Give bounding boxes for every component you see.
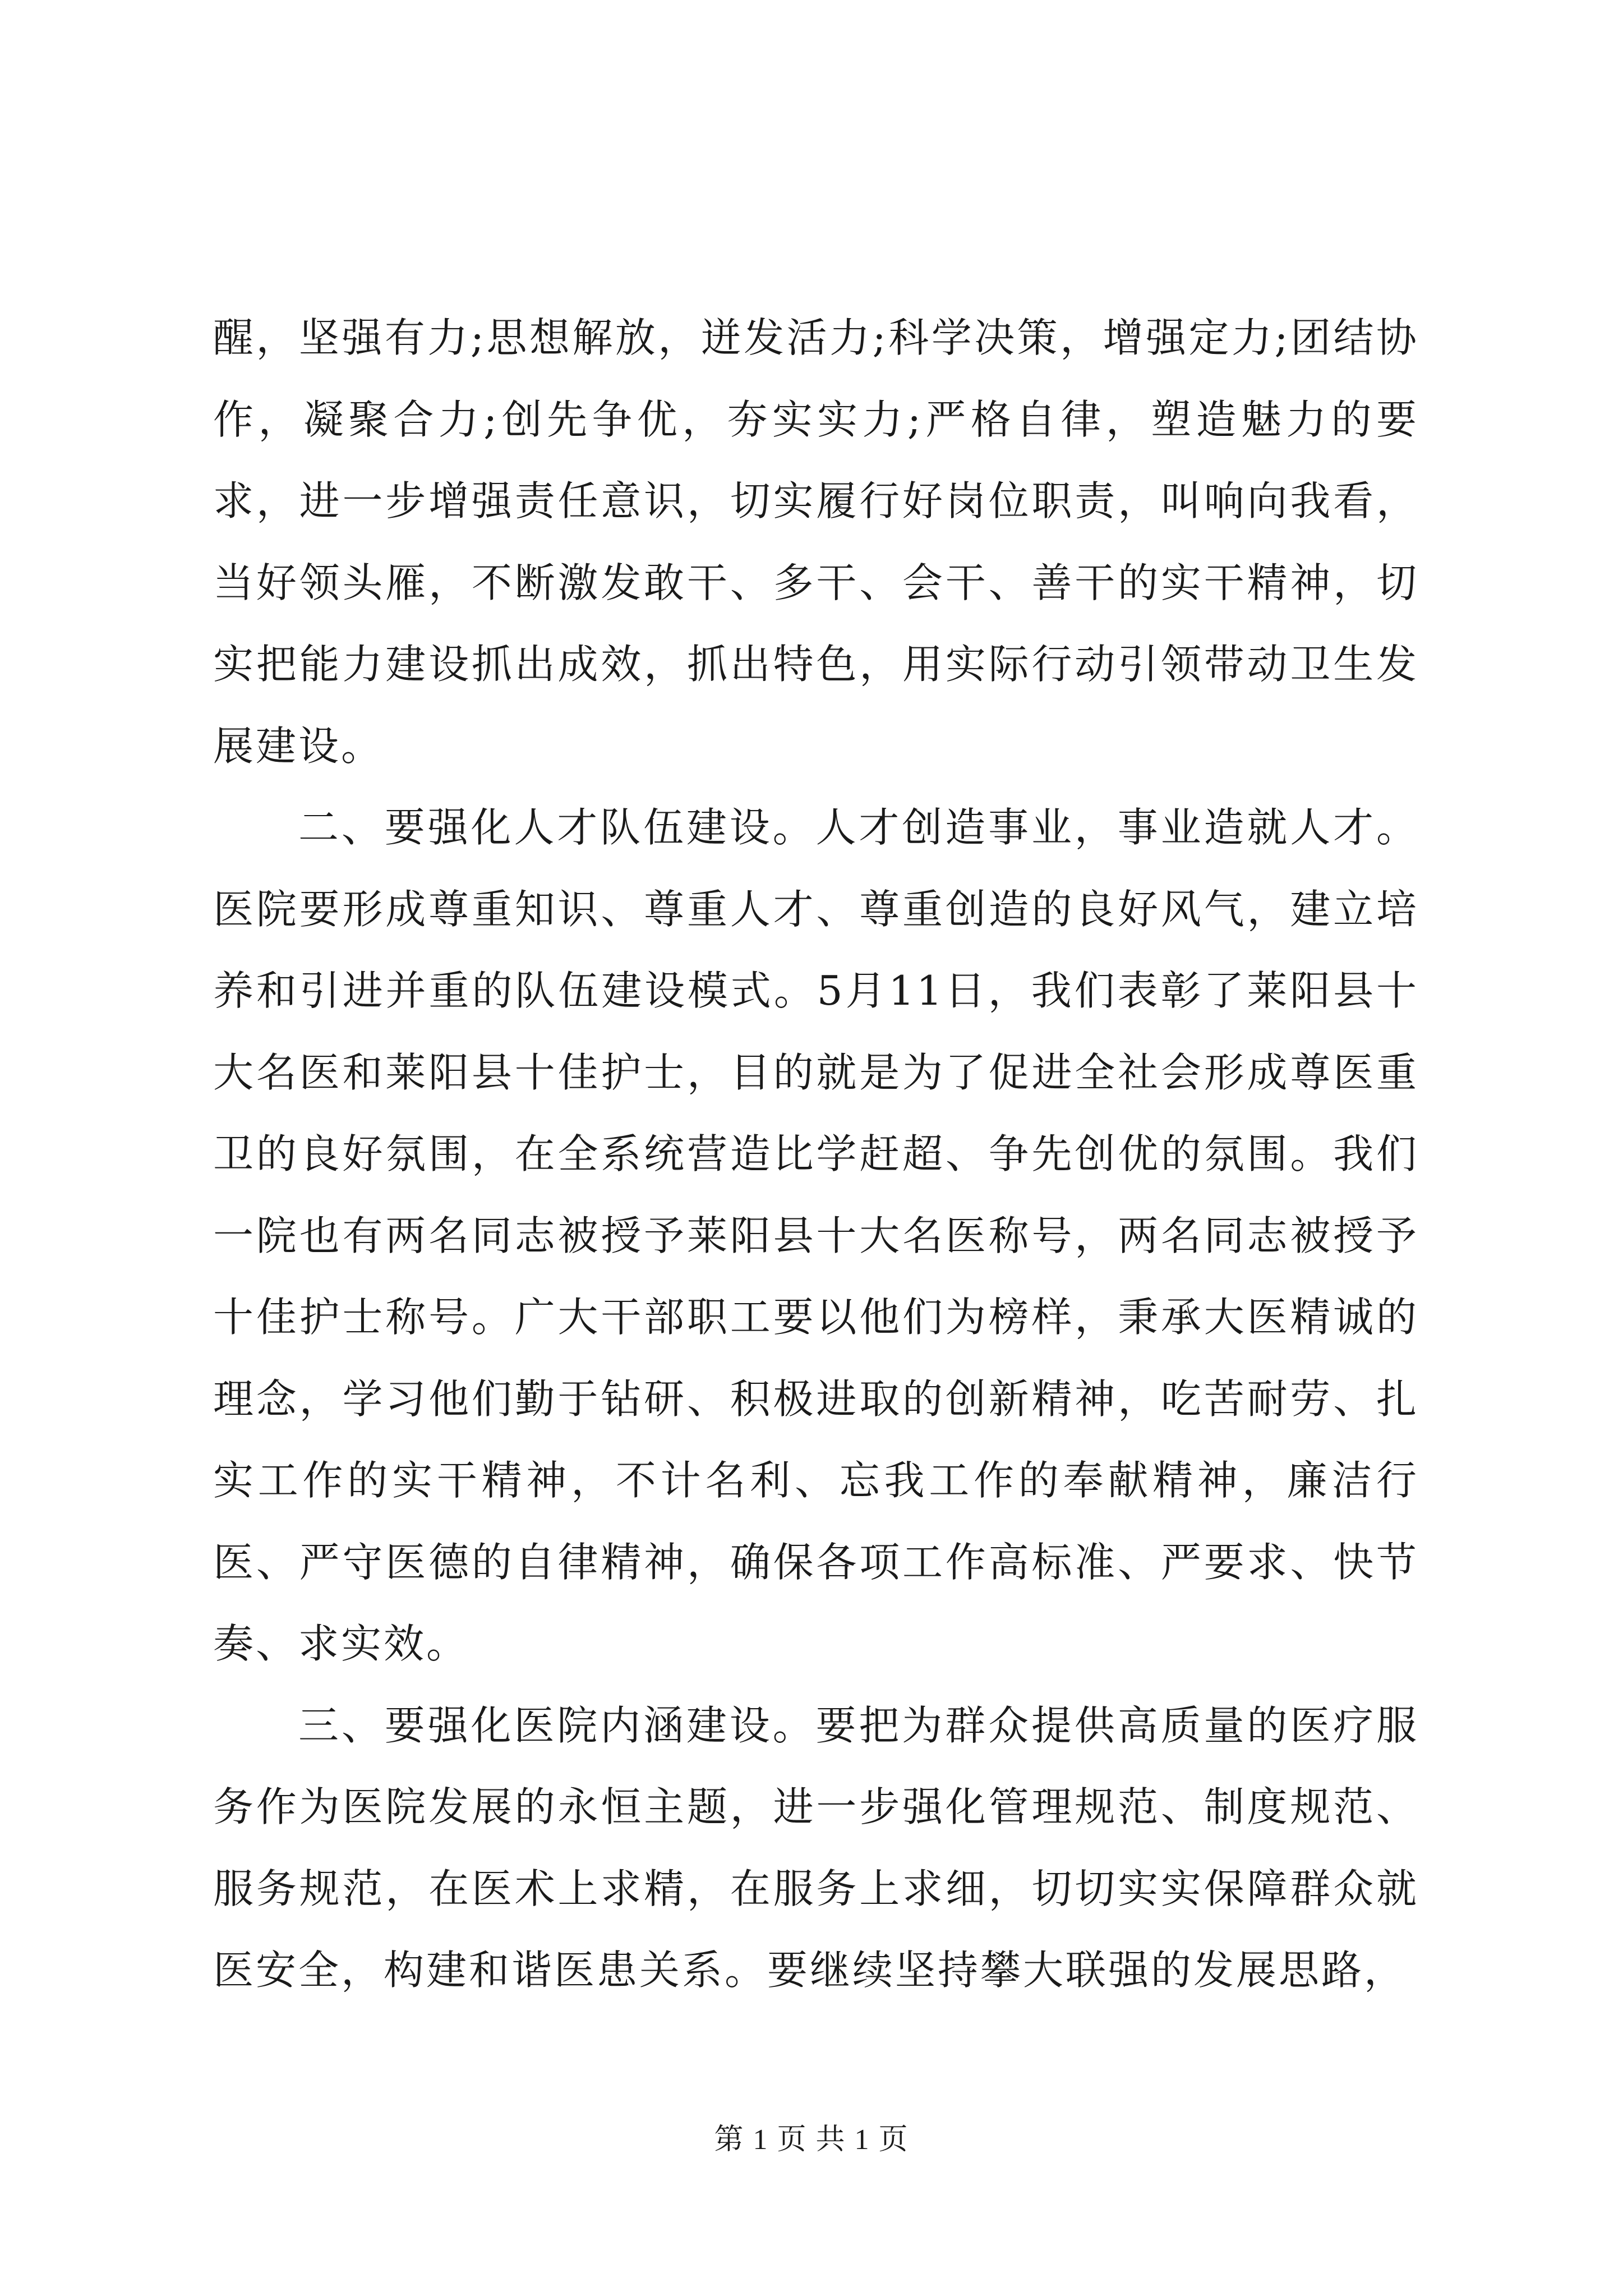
document-body — [213, 297, 1419, 2012]
paragraph-continuation: 醒，坚强有力;思想解放，迸发活力;科学决策，增强定力;团结协作，凝聚合力;创先争优，夯实实力;严格自律，塑造魅力的要求，进一步增强责任意识，切实履行好岗位职责，叫响向我看，当好领头雁，不断激发敢干、多干、会干、善干的实干精神，切实把能力建设抓出成效，抓出特色，用实际行动引领带动卫生发展建设。 — [213, 314, 1419, 770]
paragraph-hospital-development: 三、要强化医院内涵建设。要把为群众提供高质量的医疗服务作为医院发展的永恒主题，进一步强化管理规范、制度规范、服务规范，在医术上求精，在服务上求细，切切实实保障群众就医安全，构建和谐医患关系。要继续坚持攀大联强的发展思路， — [213, 1701, 1419, 1994]
paragraph-talent-team: 二、要强化人才队伍建设。人才创造事业，事业造就人才。医院要形成尊重知识、尊重人才、尊重创造的良好风气，建立培养和引进并重的队伍建设模式。5月11日，我们表彰了莱阳县十大名医和莱阳县十佳护士，目的就是为了促进全社会形成尊医重卫的良好氛围，在全系统营造比学赶超、争先创优的氛围。我们一院也有两名同志被授予莱阳县十大名医称号，两名同志被授予十佳护士称号。广大干部职工要以他们为榜样，秉承大医精诚的理念，学习他们勤于钻研、积极进取的创新精神，吃苦耐劳、扎实工作的实干精神，不计名利、忘我工作的奉献精神，廉洁行医、严守医德的自律精神，确保各项工作高标准、严要求、快节奏、求实效。 — [213, 804, 1419, 1667]
page-footer: 第 1 页 共 1 页 — [714, 2124, 909, 2156]
